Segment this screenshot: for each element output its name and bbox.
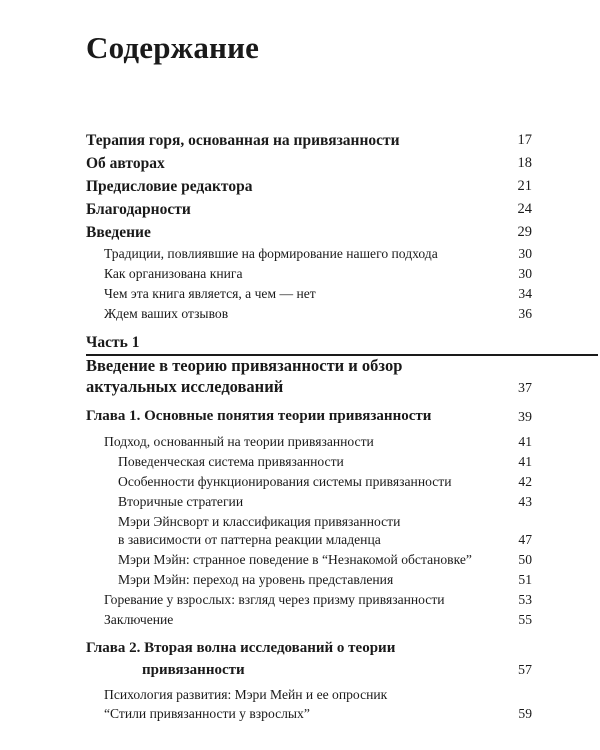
toc-entry-page: 34 [518, 286, 532, 301]
chapter-page: 39 [518, 410, 532, 425]
toc-entry-page: 42 [518, 474, 532, 489]
toc-entry-title: Как организована книга [104, 266, 243, 281]
toc-entry-page: 47 [518, 532, 532, 547]
toc-entry-title: Введение [86, 224, 151, 241]
toc-entry-title: Ждем ваших отзывов [104, 306, 229, 321]
chapter-title[interactable]: Глава 2. Вторая волна исследований о теории [86, 640, 396, 656]
toc-entry-title: Горевание у взрослых: взгляд через призму привязанности [104, 592, 445, 607]
toc-entry-page: 30 [518, 266, 532, 281]
page-title: Содержание [86, 30, 260, 65]
toc-entry-page: 43 [518, 494, 532, 509]
toc-entry-page: 55 [518, 612, 532, 627]
toc-entry-title: Традиции, повлиявшие на формирование нашего подхода [104, 246, 438, 261]
toc-entry-title: Мэри Эйнсворт и классификация привязанности [118, 514, 401, 529]
toc-entry-page: 18 [517, 155, 532, 171]
toc-entry-title: Подход, основанный на теории привязанности [104, 434, 374, 449]
toc-entry-title: “Стили привязанности у взрослых” [104, 706, 310, 721]
toc-entry-title: Поведенческая система привязанности [118, 454, 344, 469]
toc-entry-page: 41 [518, 434, 532, 449]
toc-entry-title: Психология развития: Мэри Мейн и ее опросник [104, 687, 388, 702]
toc-entry-title: Мэри Мэйн: переход на уровень представления [118, 572, 394, 587]
toc-entry-title: Мэри Мэйн: странное поведение в “Незнакомой обстановке” [118, 552, 472, 567]
toc-entry-page: 29 [517, 224, 532, 240]
chapter-title[interactable]: Глава 1. Основные понятия теории привязанности [86, 408, 432, 424]
toc-entry-page: 59 [518, 706, 532, 721]
chapter-title-continued[interactable]: привязанности [142, 662, 245, 678]
toc-entry-page: 24 [517, 201, 532, 217]
toc-entry-page: 36 [518, 306, 532, 321]
toc-entry-page: 51 [518, 572, 532, 587]
toc-entry-title: Предисловие редактора [86, 178, 253, 195]
toc-entry-title: Вторичные стратегии [118, 494, 244, 509]
toc-entry-title: Заключение [104, 612, 174, 627]
toc-entry-page: 17 [517, 132, 532, 148]
toc-entry-page: 53 [518, 592, 532, 607]
part-title[interactable]: Введение в теорию привязанности и обзор [86, 356, 403, 375]
part-title-continued[interactable]: актуальных исследований [86, 377, 284, 396]
chapter-page: 57 [518, 663, 532, 678]
part-page: 37 [518, 381, 532, 396]
toc-entry-page: 41 [518, 454, 532, 469]
toc-entry-title: в зависимости от паттерна реакции младенца [118, 532, 381, 547]
toc-entry-title: Терапия горя, основанная на привязанности [86, 132, 400, 149]
toc-entry-page: 30 [518, 246, 532, 261]
part-label: Часть 1 [86, 334, 140, 351]
toc-entry-page: 21 [517, 178, 532, 194]
toc-entry-page: 50 [518, 552, 532, 567]
toc-entry-title: Чем эта книга является, а чем — нет [104, 286, 316, 301]
toc-entry-title: Об авторах [86, 155, 165, 172]
toc-entry-title: Особенности функционирования системы привязанности [118, 474, 452, 489]
toc-entry-title: Благодарности [86, 201, 191, 218]
